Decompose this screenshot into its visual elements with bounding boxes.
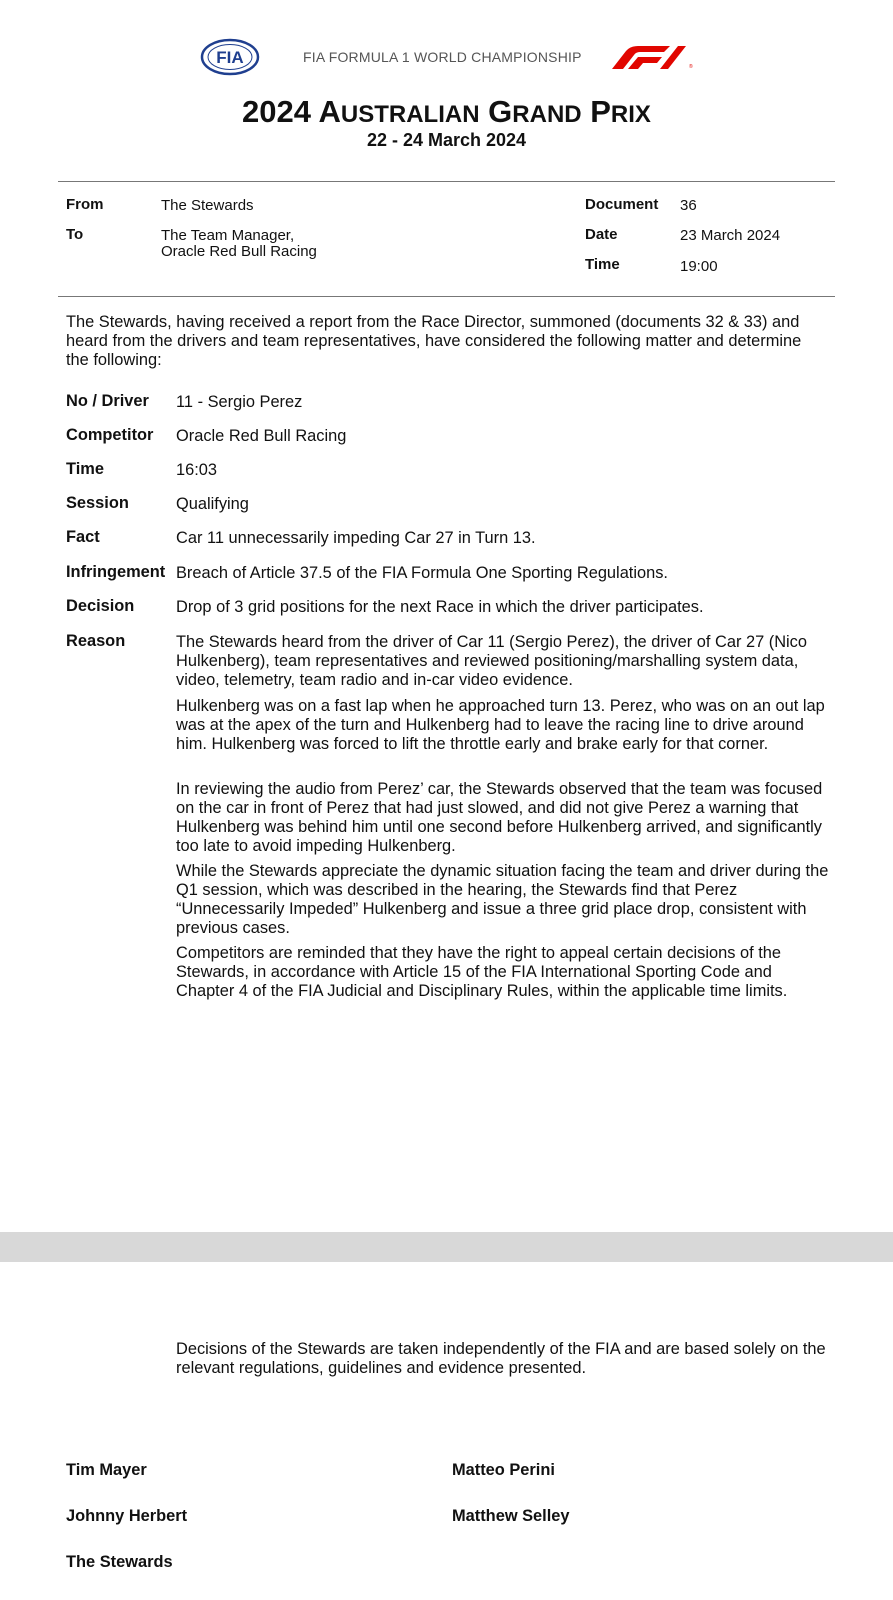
signature-tim-mayer: Tim Mayer	[66, 1461, 147, 1479]
row-label-driver: No / Driver	[66, 392, 149, 410]
to-label: To	[66, 226, 84, 243]
row-label-competitor: Competitor	[66, 426, 154, 444]
to-value-line1: The Team Manager,	[161, 227, 295, 244]
event-dates: 22 - 24 March 2024	[366, 130, 527, 150]
row-label-infringement: Infringement	[66, 563, 166, 581]
disclaimer: Decisions of the Stewards are taken independently of the FIA and are based solely on the relevant regulations, guidelines and evidence presented.	[176, 1340, 826, 1377]
title-year: 2024	[242, 94, 312, 129]
title-word-prix: PRIX	[590, 94, 651, 129]
row-value-driver: 11 - Sergio Perez	[176, 393, 303, 411]
title-word-grand: GRAND	[488, 94, 582, 129]
event-title	[0, 94, 893, 130]
row-value-decision: Drop of 3 grid positions for the next Race in which the driver participates.	[176, 598, 704, 616]
f1-logo	[612, 45, 692, 69]
reason-paragraph-3: In reviewing the audio from Perez’ car, the Stewards observed that the team was focused on the car in front of Perez that had just slowed, and did not give Perez a warning that Hulkenberg was behind him until one second before Hulkenberg arrived, and significantly too late to avoid impeding Hulkenberg.	[176, 780, 823, 855]
fia-logo-text: FIA	[216, 48, 244, 67]
date-label: Date	[585, 226, 618, 243]
signature-footer: The Stewards	[66, 1553, 173, 1571]
row-label-decision: Decision	[66, 597, 135, 615]
signature-matteo-perini: Matteo Perini	[452, 1461, 555, 1479]
row-value-session: Qualifying	[176, 495, 249, 513]
time-label: Time	[585, 256, 620, 273]
document-value: 36	[680, 197, 697, 214]
reason-paragraph-4: While the Stewards appreciate the dynamic situation facing the team and driver during the Q1 session, which was described in the hearing, the Stewards find that Perez “Unnecessarily Impeded” Hulkenberg and issue a three grid place drop, consistent with previous cases.	[176, 862, 829, 937]
row-label-session: Session	[66, 494, 129, 512]
title-word-australian: AUSTRALIAN	[318, 94, 480, 129]
reason-paragraph-5: Competitors are reminded that they have the right to appeal certain decisions of the Stewards, in accordance with Article 15 of the FIA International Sporting Code and Chapter 4 of the FIA Judicial and Disciplinary Rules, within the applicable time limits.	[176, 944, 788, 1000]
signature-johnny-herbert: Johnny Herbert	[66, 1507, 188, 1525]
reason-paragraph-1: The Stewards heard from the driver of Car 11 (Sergio Perez), the driver of Car 27 (Nico Hulkenberg), team representatives and reviewed positioning/marshalling system data, video, telemetry, team radio and in-car video evidence.	[176, 633, 807, 689]
row-value-time: 16:03	[176, 461, 218, 479]
time-value: 19:00	[680, 258, 718, 275]
championship-name: FIA FORMULA 1 WORLD CHAMPIONSHIP	[303, 49, 582, 65]
intro-paragraph: The Stewards, having received a report from the Race Director, summoned (documents 32 & 33) and heard from the drivers and team representatives, have considered the following matter and determine the following:	[66, 313, 802, 369]
row-label-fact: Fact	[66, 528, 100, 546]
row-value-infringement: Breach of Article 37.5 of the FIA Formula One Sporting Regulations.	[176, 564, 668, 582]
row-value-competitor: Oracle Red Bull Racing	[176, 427, 347, 445]
signature-matthew-selley: Matthew Selley	[452, 1507, 570, 1525]
reason-paragraph-2: Hulkenberg was on a fast lap when he approached turn 13. Perez, who was on an out lap was at the apex of the turn and Hulkenberg had to leave the racing line to drive around him. Hulkenberg was forced to lift the throttle early and brake early for that corner.	[176, 697, 825, 753]
row-value-fact: Car 11 unnecessarily impeding Car 27 in Turn 13.	[176, 529, 536, 547]
document-label: Document	[585, 196, 659, 213]
svg-text:®: ®	[689, 64, 693, 70]
from-value: The Stewards	[161, 197, 254, 214]
to-value-line2: Oracle Red Bull Racing	[161, 243, 317, 260]
fia-logo	[200, 38, 260, 76]
date-value: 23 March 2024	[680, 227, 781, 244]
divider-top	[58, 181, 835, 182]
to-value	[161, 228, 317, 260]
from-label: From	[66, 196, 104, 213]
divider-bottom	[58, 296, 835, 297]
row-label-reason: Reason	[66, 632, 126, 650]
page-break-band	[0, 1232, 893, 1262]
row-label-time: Time	[66, 460, 104, 478]
